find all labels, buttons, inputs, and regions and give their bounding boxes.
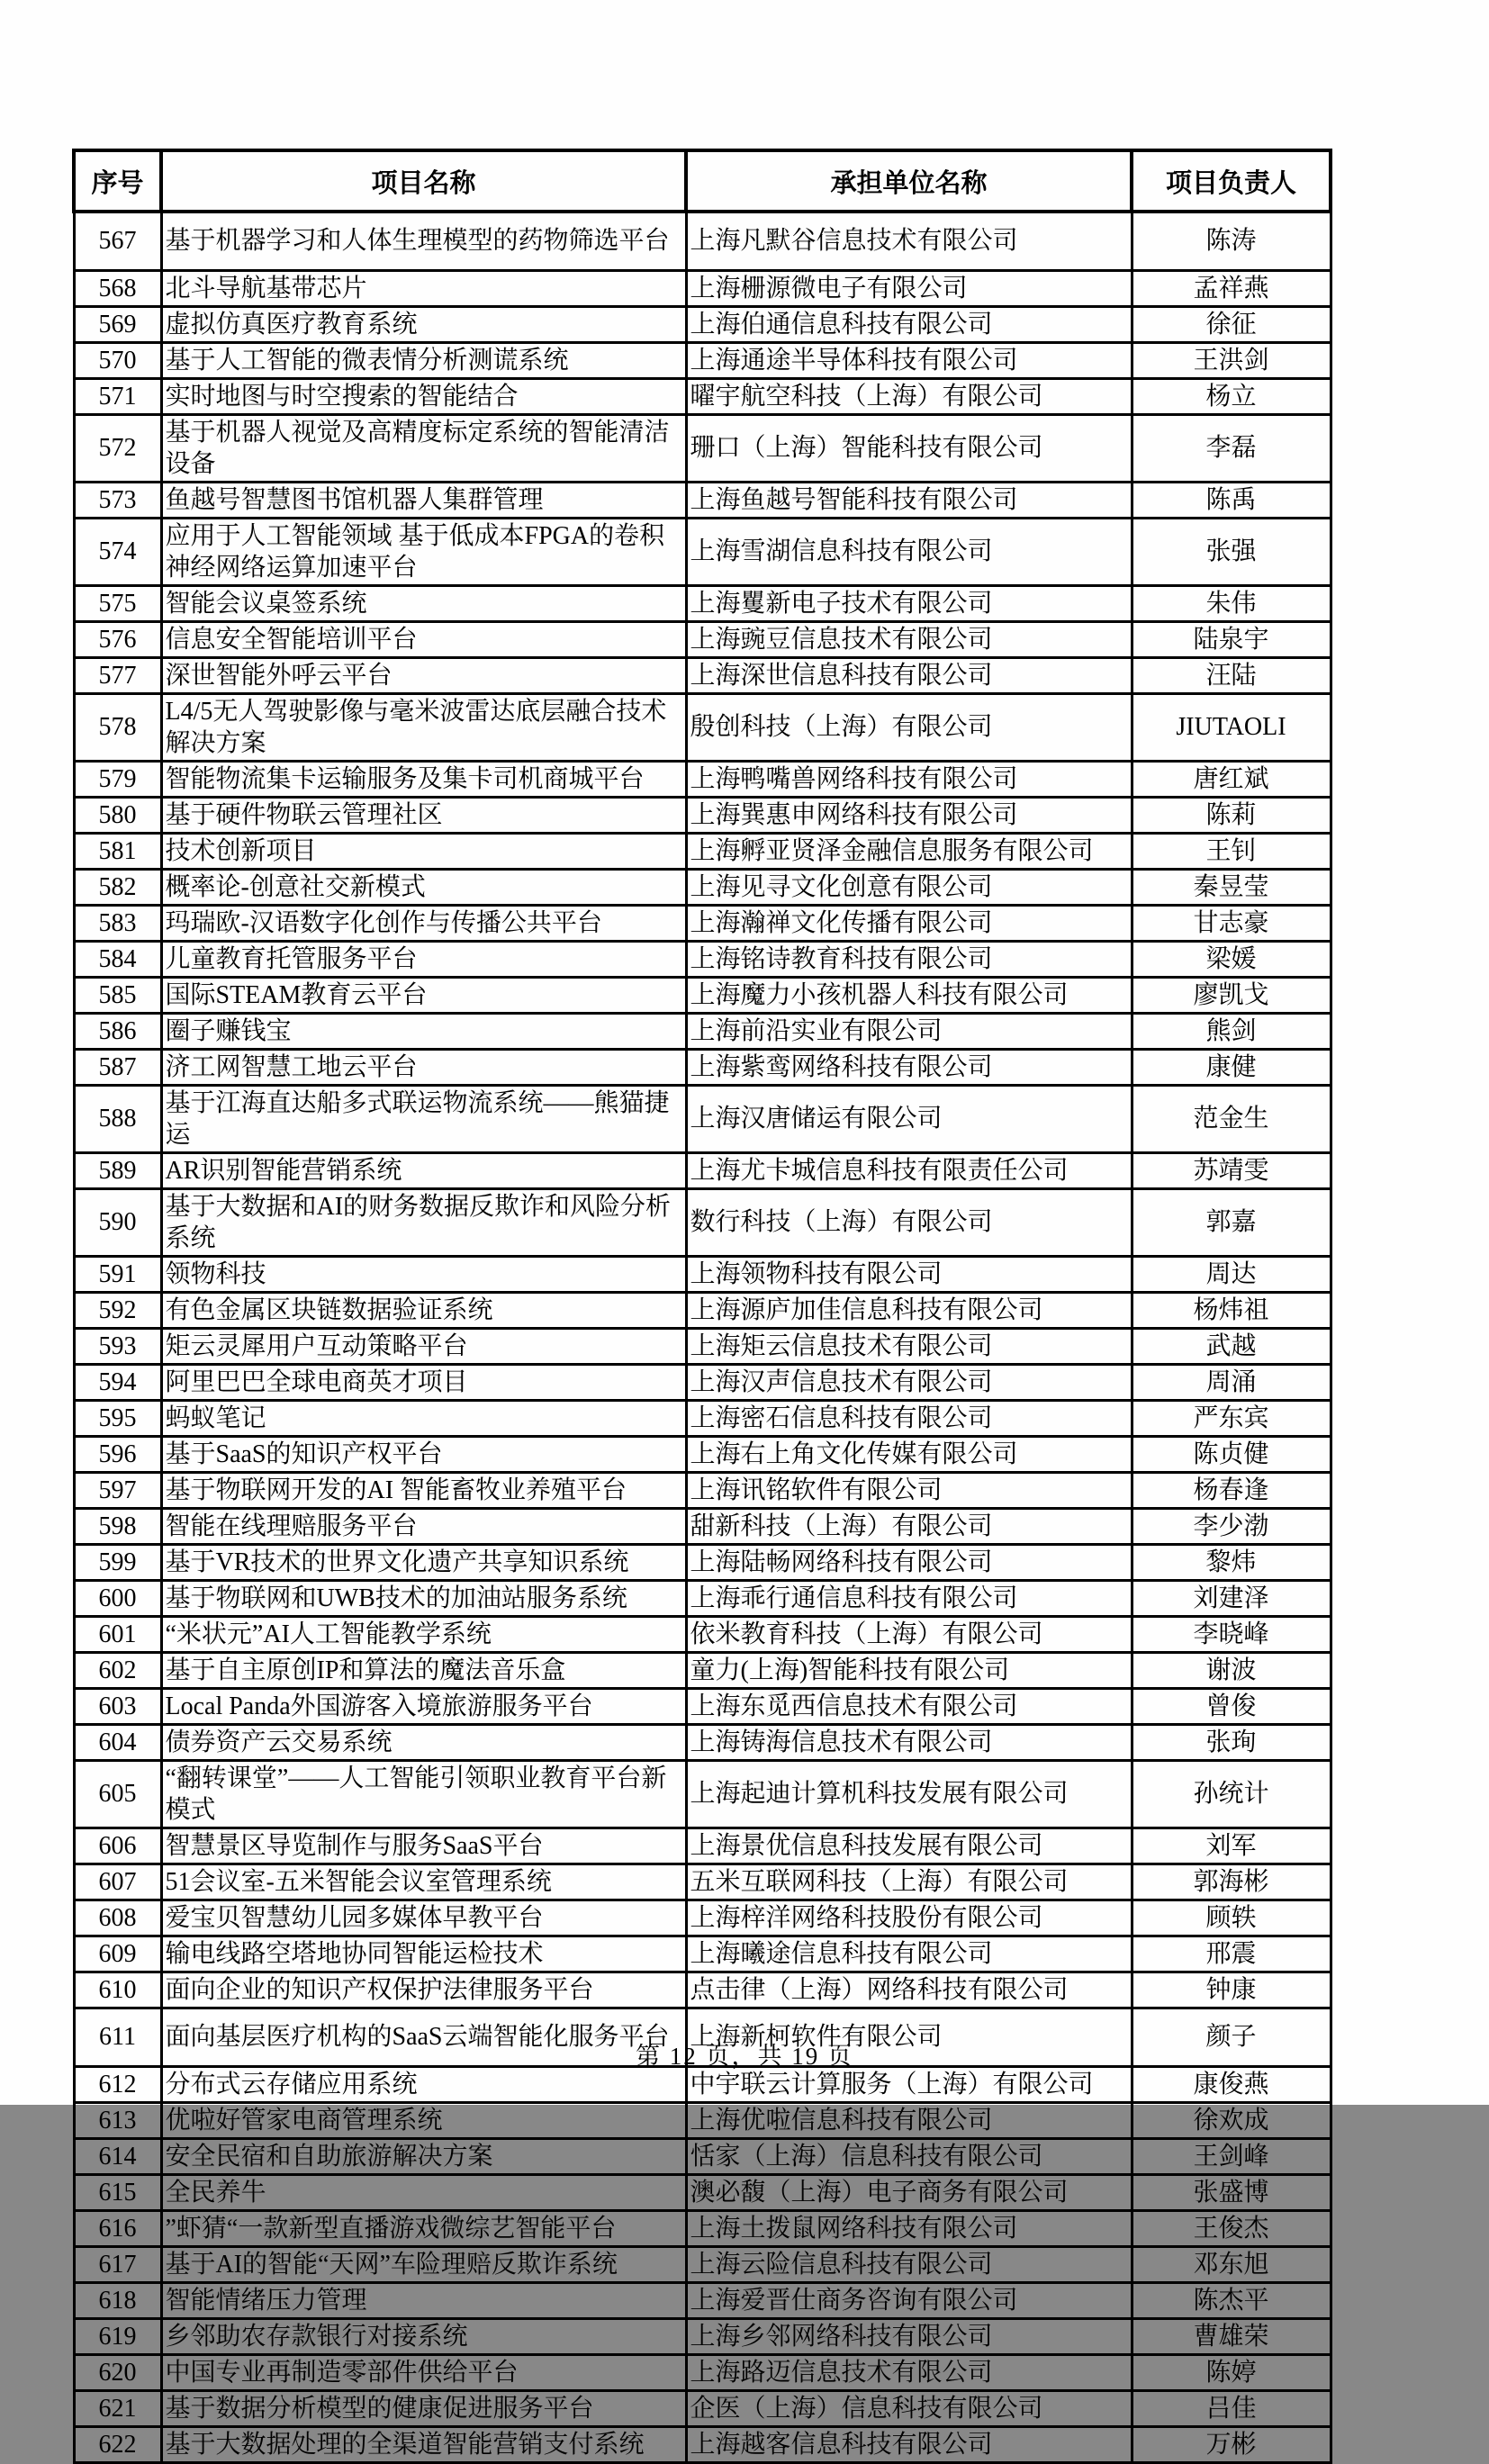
company-name-cell: 曜宇航空科技（上海）有限公司: [686, 378, 1132, 414]
project-name-cell: 实时地图与时空搜索的智能结合: [161, 378, 686, 414]
serial-number-cell: 589: [74, 1152, 161, 1188]
serial-number-cell: 603: [74, 1688, 161, 1724]
company-name-cell: 上海爱晋仕商务咨询有限公司: [686, 2282, 1132, 2318]
project-leader-cell: 顾轶: [1132, 1900, 1331, 1936]
project-name-cell: 应用于人工智能领域 基于低成本FPGA的卷积神经网络运算加速平台: [161, 518, 686, 585]
project-leader-cell: 李晓峰: [1132, 1616, 1331, 1652]
project-name-cell: 圈子赚钱宝: [161, 1013, 686, 1049]
company-name-cell: 上海铭诗教育科技有限公司: [686, 941, 1132, 977]
project-name-cell: 儿童教育托管服务平台: [161, 941, 686, 977]
project-name-cell: 智能在线理赔服务平台: [161, 1508, 686, 1544]
page-number-footer: 第 12 页，共 19 页: [636, 2043, 853, 2070]
project-name-cell: 优啦好管家电商管理系统: [161, 2102, 686, 2138]
table-row: [74, 1292, 1331, 1328]
project-leader-cell: 孙统计: [1132, 1760, 1331, 1828]
table-row: [74, 1436, 1331, 1472]
table-row: [74, 1544, 1331, 1580]
table-row: [74, 1972, 1331, 2008]
project-name-cell: 虚拟仿真医疗教育系统: [161, 306, 686, 342]
project-leader-cell: 张强: [1132, 518, 1331, 585]
serial-number-cell: 621: [74, 2390, 161, 2426]
project-leader-cell: 刘军: [1132, 1828, 1331, 1864]
table-row: [74, 2138, 1331, 2174]
project-name-cell: 智能情绪压力管理: [161, 2282, 686, 2318]
company-name-cell: 上海尤卡城信息科技有限责任公司: [686, 1152, 1132, 1188]
table-row: [74, 1936, 1331, 1972]
project-leader-cell: 熊剑: [1132, 1013, 1331, 1049]
project-name-cell: 国际STEAM教育云平台: [161, 977, 686, 1013]
serial-number-cell: 571: [74, 378, 161, 414]
table-row: [74, 869, 1331, 905]
project-name-cell: 概率论-创意社交新模式: [161, 869, 686, 905]
project-leader-cell: 钟康: [1132, 1972, 1331, 2008]
project-name-cell: 全民养牛: [161, 2174, 686, 2210]
project-leader-cell: 邢震: [1132, 1936, 1331, 1972]
company-name-cell: 依米教育科技（上海）有限公司: [686, 1616, 1132, 1652]
company-name-cell: 上海梓洋网络科技股份有限公司: [686, 1900, 1132, 1936]
company-name-cell: 上海乖行通信息科技有限公司: [686, 1580, 1132, 1616]
project-name-cell: 深世智能外呼云平台: [161, 657, 686, 693]
project-leader-cell: 徐征: [1132, 306, 1331, 342]
project-name-cell: 债券资产云交易系统: [161, 1724, 686, 1760]
company-name-cell: 上海魔力小孩机器人科技有限公司: [686, 977, 1132, 1013]
serial-number-cell: 601: [74, 1616, 161, 1652]
project-name-cell: 分布式云存储应用系统: [161, 2066, 686, 2102]
project-leader-cell: 徐欢成: [1132, 2102, 1331, 2138]
project-leader-cell: 邓东旭: [1132, 2246, 1331, 2282]
table-row: [74, 1364, 1331, 1400]
project-leader-cell: 黎炜: [1132, 1544, 1331, 1580]
serial-number-cell: 606: [74, 1828, 161, 1864]
company-name-cell: 上海矩云信息技术有限公司: [686, 1328, 1132, 1364]
serial-number-cell: 578: [74, 693, 161, 761]
table-row: [74, 621, 1331, 657]
project-leader-cell: 梁媛: [1132, 941, 1331, 977]
company-name-cell: 上海领物科技有限公司: [686, 1256, 1132, 1292]
company-name-cell: 澳必馥（上海）电子商务有限公司: [686, 2174, 1132, 2210]
serial-number-cell: 596: [74, 1436, 161, 1472]
serial-number-cell: 576: [74, 621, 161, 657]
company-name-cell: 上海汉声信息技术有限公司: [686, 1364, 1132, 1400]
header-project-leader: 项目负责人: [1132, 150, 1331, 212]
serial-number-cell: 613: [74, 2102, 161, 2138]
table-row: [74, 1085, 1331, 1152]
table-row: [74, 657, 1331, 693]
serial-number-cell: 597: [74, 1472, 161, 1508]
project-leader-cell: 郭海彬: [1132, 1864, 1331, 1900]
project-leader-cell: 李磊: [1132, 414, 1331, 482]
serial-number-cell: 568: [74, 270, 161, 306]
project-name-cell: 信息安全智能培训平台: [161, 621, 686, 657]
table-row: [74, 482, 1331, 518]
table-row: [74, 2066, 1331, 2102]
company-name-cell: 童力(上海)智能科技有限公司: [686, 1652, 1132, 1688]
company-name-cell: 上海讯铭软件有限公司: [686, 1472, 1132, 1508]
table-row: [74, 1508, 1331, 1544]
company-name-cell: 上海乡邻网络科技有限公司: [686, 2318, 1132, 2354]
project-name-cell: 领物科技: [161, 1256, 686, 1292]
serial-number-cell: 612: [74, 2066, 161, 2102]
project-name-cell: 面向企业的知识产权保护法律服务平台: [161, 1972, 686, 2008]
company-name-cell: 五米互联网科技（上海）有限公司: [686, 1864, 1132, 1900]
project-name-cell: 基于物联网和UWB技术的加油站服务系统: [161, 1580, 686, 1616]
serial-number-cell: 567: [74, 212, 161, 270]
table-row: [74, 761, 1331, 797]
header-company-name: 承担单位名称: [686, 150, 1132, 212]
table-row: [74, 342, 1331, 378]
project-name-cell: L4/5无人驾驶影像与毫米波雷达底层融合技术解决方案: [161, 693, 686, 761]
serial-number-cell: 582: [74, 869, 161, 905]
project-leader-cell: 李少渤: [1132, 1508, 1331, 1544]
serial-number-cell: 593: [74, 1328, 161, 1364]
company-name-cell: 上海巽惠申网络科技有限公司: [686, 797, 1132, 833]
table-row: [74, 1828, 1331, 1864]
serial-number-cell: 622: [74, 2426, 161, 2462]
serial-number-cell: 605: [74, 1760, 161, 1828]
company-name-cell: 上海曦途信息科技有限公司: [686, 1936, 1132, 1972]
project-name-cell: 乡邻助农存款银行对接系统: [161, 2318, 686, 2354]
serial-number-cell: 575: [74, 585, 161, 621]
project-name-cell: 智慧景区导览制作与服务SaaS平台: [161, 1828, 686, 1864]
company-name-cell: 上海密石信息科技有限公司: [686, 1400, 1132, 1436]
table-row: [74, 1724, 1331, 1760]
serial-number-cell: 581: [74, 833, 161, 869]
serial-number-cell: 614: [74, 2138, 161, 2174]
company-name-cell: 上海伯通信息科技有限公司: [686, 306, 1132, 342]
table-row: [74, 306, 1331, 342]
company-name-cell: 上海鱼越号智能科技有限公司: [686, 482, 1132, 518]
serial-number-cell: 588: [74, 1085, 161, 1152]
project-leader-cell: 汪陆: [1132, 657, 1331, 693]
project-leader-cell: 陈贞健: [1132, 1436, 1331, 1472]
project-name-cell: 基于大数据处理的全渠道智能营销支付系统: [161, 2426, 686, 2462]
serial-number-cell: 602: [74, 1652, 161, 1688]
project-name-cell: 基于硬件物联云管理社区: [161, 797, 686, 833]
table-row: [74, 1472, 1331, 1508]
serial-number-cell: 607: [74, 1864, 161, 1900]
serial-number-cell: 609: [74, 1936, 161, 1972]
table-row: [74, 1900, 1331, 1936]
serial-number-cell: 583: [74, 905, 161, 941]
table-row: [74, 414, 1331, 482]
table-row: [74, 941, 1331, 977]
project-name-cell: 智能会议桌签系统: [161, 585, 686, 621]
serial-number-cell: 608: [74, 1900, 161, 1936]
company-name-cell: 上海见寻文化创意有限公司: [686, 869, 1132, 905]
project-leader-cell: 杨炜祖: [1132, 1292, 1331, 1328]
table-row: [74, 833, 1331, 869]
project-leader-cell: 刘建泽: [1132, 1580, 1331, 1616]
table-row: [74, 2390, 1331, 2426]
serial-number-cell: 619: [74, 2318, 161, 2354]
project-name-cell: 技术创新项目: [161, 833, 686, 869]
serial-number-cell: 580: [74, 797, 161, 833]
project-leader-cell: 唐红斌: [1132, 761, 1331, 797]
project-name-cell: 中国专业再制造零部件供给平台: [161, 2354, 686, 2390]
serial-number-cell: 574: [74, 518, 161, 585]
serial-number-cell: 604: [74, 1724, 161, 1760]
table-row: [74, 1328, 1331, 1364]
project-name-cell: 基于SaaS的知识产权平台: [161, 1436, 686, 1472]
project-leader-cell: 陈禹: [1132, 482, 1331, 518]
project-name-cell: 基于自主原创IP和算法的魔法音乐盒: [161, 1652, 686, 1688]
project-name-cell: 有色金属区块链数据验证系统: [161, 1292, 686, 1328]
project-leader-cell: 苏靖雯: [1132, 1152, 1331, 1188]
serial-number-cell: 616: [74, 2210, 161, 2246]
project-leader-cell: 陈婷: [1132, 2354, 1331, 2390]
project-name-cell: 鱼越号智慧图书馆机器人集群管理: [161, 482, 686, 518]
company-name-cell: 上海鸭嘴兽网络科技有限公司: [686, 761, 1132, 797]
project-leader-cell: 谢波: [1132, 1652, 1331, 1688]
table-row: [74, 1013, 1331, 1049]
project-leader-cell: 王剑峰: [1132, 2138, 1331, 2174]
project-name-cell: “翻转课堂”——人工智能引领职业教育平台新模式: [161, 1760, 686, 1828]
table-row: [74, 1688, 1331, 1724]
serial-number-cell: 586: [74, 1013, 161, 1049]
project-name-cell: 基于机器人视觉及高精度标定系统的智能清洁设备: [161, 414, 686, 482]
project-leader-cell: 王钊: [1132, 833, 1331, 869]
serial-number-cell: 579: [74, 761, 161, 797]
serial-number-cell: 599: [74, 1544, 161, 1580]
project-table: [72, 149, 1332, 2464]
table-row: [74, 693, 1331, 761]
company-name-cell: 上海云险信息科技有限公司: [686, 2246, 1132, 2282]
serial-number-cell: 573: [74, 482, 161, 518]
serial-number-cell: 572: [74, 414, 161, 482]
serial-number-cell: 591: [74, 1256, 161, 1292]
table-row: [74, 518, 1331, 585]
company-name-cell: 上海起迪计算机科技发展有限公司: [686, 1760, 1132, 1828]
company-name-cell: 甜新科技（上海）有限公司: [686, 1508, 1132, 1544]
header-serial-number: 序号: [74, 150, 161, 212]
serial-number-cell: 600: [74, 1580, 161, 1616]
company-name-cell: 上海右上角文化传媒有限公司: [686, 1436, 1132, 1472]
table-row: [74, 2174, 1331, 2210]
serial-number-cell: 585: [74, 977, 161, 1013]
project-name-cell: AR识别智能营销系统: [161, 1152, 686, 1188]
table-row: [74, 212, 1331, 270]
company-name-cell: 上海路迈信息技术有限公司: [686, 2354, 1132, 2390]
table-row: [74, 2318, 1331, 2354]
table-row: [74, 1256, 1331, 1292]
company-name-cell: 上海孵亚贤泽金融信息服务有限公司: [686, 833, 1132, 869]
project-leader-cell: 范金生: [1132, 1085, 1331, 1152]
table-row: [74, 977, 1331, 1013]
company-name-cell: 上海雪湖信息科技有限公司: [686, 518, 1132, 585]
company-name-cell: 珊口（上海）智能科技有限公司: [686, 414, 1132, 482]
project-leader-cell: 杨立: [1132, 378, 1331, 414]
project-leader-cell: 颜子: [1132, 2008, 1331, 2066]
company-name-cell: 数行科技（上海）有限公司: [686, 1188, 1132, 1256]
table-row: [74, 1152, 1331, 1188]
project-leader-cell: 陆泉宇: [1132, 621, 1331, 657]
project-leader-cell: 陈莉: [1132, 797, 1331, 833]
project-leader-cell: 王俊杰: [1132, 2210, 1331, 2246]
project-leader-cell: 康健: [1132, 1049, 1331, 1085]
table-row: [74, 2282, 1331, 2318]
serial-number-cell: 617: [74, 2246, 161, 2282]
project-leader-cell: 曾俊: [1132, 1688, 1331, 1724]
project-name-cell: 基于人工智能的微表情分析测谎系统: [161, 342, 686, 378]
project-name-cell: 基于机器学习和人体生理模型的药物筛选平台: [161, 212, 686, 270]
project-leader-cell: 陈涛: [1132, 212, 1331, 270]
project-name-cell: 阿里巴巴全球电商英才项目: [161, 1364, 686, 1400]
project-name-cell: 济工网智慧工地云平台: [161, 1049, 686, 1085]
serial-number-cell: 587: [74, 1049, 161, 1085]
project-leader-cell: 周涌: [1132, 1364, 1331, 1400]
serial-number-cell: 620: [74, 2354, 161, 2390]
project-name-cell: 基于江海直达船多式联运物流系统——熊猫捷运: [161, 1085, 686, 1152]
project-leader-cell: 杨春逢: [1132, 1472, 1331, 1508]
table-row: [74, 797, 1331, 833]
serial-number-cell: 569: [74, 306, 161, 342]
company-name-cell: 上海东觅西信息技术有限公司: [686, 1688, 1132, 1724]
project-name-cell: 基于大数据和AI的财务数据反欺诈和风险分析系统: [161, 1188, 686, 1256]
project-name-cell: 爱宝贝智慧幼儿园多媒体早教平台: [161, 1900, 686, 1936]
company-name-cell: 上海陆畅网络科技有限公司: [686, 1544, 1132, 1580]
company-name-cell: 上海越客信息科技有限公司: [686, 2426, 1132, 2462]
company-name-cell: 上海瀚禅文化传播有限公司: [686, 905, 1132, 941]
serial-number-cell: 610: [74, 1972, 161, 2008]
serial-number-cell: 584: [74, 941, 161, 977]
serial-number-cell: 577: [74, 657, 161, 693]
project-name-cell: 基于物联网开发的AI 智能畜牧业养殖平台: [161, 1472, 686, 1508]
table-row: [74, 1864, 1331, 1900]
company-name-cell: 上海凡默谷信息技术有限公司: [686, 212, 1132, 270]
table-row: [74, 2102, 1331, 2138]
table-row: [74, 905, 1331, 941]
serial-number-cell: 594: [74, 1364, 161, 1400]
company-name-cell: 点击律（上海）网络科技有限公司: [686, 1972, 1132, 2008]
company-name-cell: 上海栅源微电子有限公司: [686, 270, 1132, 306]
project-leader-cell: 吕佳: [1132, 2390, 1331, 2426]
project-leader-cell: 张盛博: [1132, 2174, 1331, 2210]
serial-number-cell: 618: [74, 2282, 161, 2318]
company-name-cell: 殷创科技（上海）有限公司: [686, 693, 1132, 761]
table-row: [74, 2210, 1331, 2246]
project-leader-cell: 张珣: [1132, 1724, 1331, 1760]
serial-number-cell: 570: [74, 342, 161, 378]
project-leader-cell: 秦昱莹: [1132, 869, 1331, 905]
table-row: [74, 1580, 1331, 1616]
project-name-cell: 北斗导航基带芯片: [161, 270, 686, 306]
project-leader-cell: 王洪剑: [1132, 342, 1331, 378]
table-row: [74, 1188, 1331, 1256]
project-name-cell: 基于VR技术的世界文化遗产共享知识系统: [161, 1544, 686, 1580]
project-name-cell: 智能物流集卡运输服务及集卡司机商城平台: [161, 761, 686, 797]
serial-number-cell: 590: [74, 1188, 161, 1256]
company-name-cell: 上海矍新电子技术有限公司: [686, 585, 1132, 621]
serial-number-cell: 615: [74, 2174, 161, 2210]
project-leader-cell: 严东宾: [1132, 1400, 1331, 1436]
project-name-cell: 基于AI的智能“天网”车险理赔反欺诈系统: [161, 2246, 686, 2282]
company-name-cell: 上海优啦信息科技有限公司: [686, 2102, 1132, 2138]
project-leader-cell: 周达: [1132, 1256, 1331, 1292]
project-name-cell: 矩云灵犀用户互动策略平台: [161, 1328, 686, 1364]
table-row: [74, 2354, 1331, 2390]
table-header-row: [74, 150, 1331, 212]
company-name-cell: 上海前沿实业有限公司: [686, 1013, 1132, 1049]
serial-number-cell: 592: [74, 1292, 161, 1328]
project-name-cell: Local Panda外国游客入境旅游服务平台: [161, 1688, 686, 1724]
table-row: [74, 270, 1331, 306]
serial-number-cell: 595: [74, 1400, 161, 1436]
company-name-cell: 上海土拨鼠网络科技有限公司: [686, 2210, 1132, 2246]
project-leader-cell: 甘志豪: [1132, 905, 1331, 941]
project-leader-cell: 武越: [1132, 1328, 1331, 1364]
company-name-cell: 上海豌豆信息技术有限公司: [686, 621, 1132, 657]
serial-number-cell: 598: [74, 1508, 161, 1544]
company-name-cell: 上海新柯软件有限公司: [686, 2008, 1132, 2066]
project-name-cell: 蚂蚁笔记: [161, 1400, 686, 1436]
table-row: [74, 2246, 1331, 2282]
company-name-cell: 恬家（上海）信息科技有限公司: [686, 2138, 1132, 2174]
project-name-cell: 玛瑞欧-汉语数字化创作与传播公共平台: [161, 905, 686, 941]
project-name-cell: 安全民宿和自助旅游解决方案: [161, 2138, 686, 2174]
company-name-cell: 上海源庐加佳信息科技有限公司: [686, 1292, 1132, 1328]
project-leader-cell: 万彬: [1132, 2426, 1331, 2462]
company-name-cell: 上海深世信息科技有限公司: [686, 657, 1132, 693]
project-leader-cell: 郭嘉: [1132, 1188, 1331, 1256]
company-name-cell: 上海通途半导体科技有限公司: [686, 342, 1132, 378]
company-name-cell: 上海汉唐储运有限公司: [686, 1085, 1132, 1152]
project-name-cell: “米状元”AI人工智能教学系统: [161, 1616, 686, 1652]
serial-number-cell: 611: [74, 2008, 161, 2066]
company-name-cell: 企医（上海）信息科技有限公司: [686, 2390, 1132, 2426]
project-leader-cell: 廖凯戈: [1132, 977, 1331, 1013]
company-name-cell: 中宇联云计算服务（上海）有限公司: [686, 2066, 1132, 2102]
project-leader-cell: 孟祥燕: [1132, 270, 1331, 306]
project-leader-cell: 陈杰平: [1132, 2282, 1331, 2318]
table-row: [74, 1760, 1331, 1828]
table-row: [74, 585, 1331, 621]
company-name-cell: 上海景优信息科技发展有限公司: [686, 1828, 1132, 1864]
project-leader-cell: 朱伟: [1132, 585, 1331, 621]
table-row: [74, 2426, 1331, 2462]
project-name-cell: 基于数据分析模型的健康促进服务平台: [161, 2390, 686, 2426]
project-leader-cell: 康俊燕: [1132, 2066, 1331, 2102]
header-project-name: 项目名称: [161, 150, 686, 212]
project-name-cell: 输电线路空塔地协同智能运检技术: [161, 1936, 686, 1972]
company-name-cell: 上海铸海信息技术有限公司: [686, 1724, 1132, 1760]
table-row: [74, 1616, 1331, 1652]
project-name-cell: ”虾猜“一款新型直播游戏微综艺智能平台: [161, 2210, 686, 2246]
table-row: [74, 378, 1331, 414]
project-leader-cell: JIUTAOLI: [1132, 693, 1331, 761]
table-row: [74, 1400, 1331, 1436]
project-leader-cell: 曹雄荣: [1132, 2318, 1331, 2354]
table-row: [74, 1652, 1331, 1688]
company-name-cell: 上海紫鸾网络科技有限公司: [686, 1049, 1132, 1085]
project-name-cell: 面向基层医疗机构的SaaS云端智能化服务平台: [161, 2008, 686, 2066]
table-row: [74, 1049, 1331, 1085]
project-name-cell: 51会议室-五米智能会议室管理系统: [161, 1864, 686, 1900]
